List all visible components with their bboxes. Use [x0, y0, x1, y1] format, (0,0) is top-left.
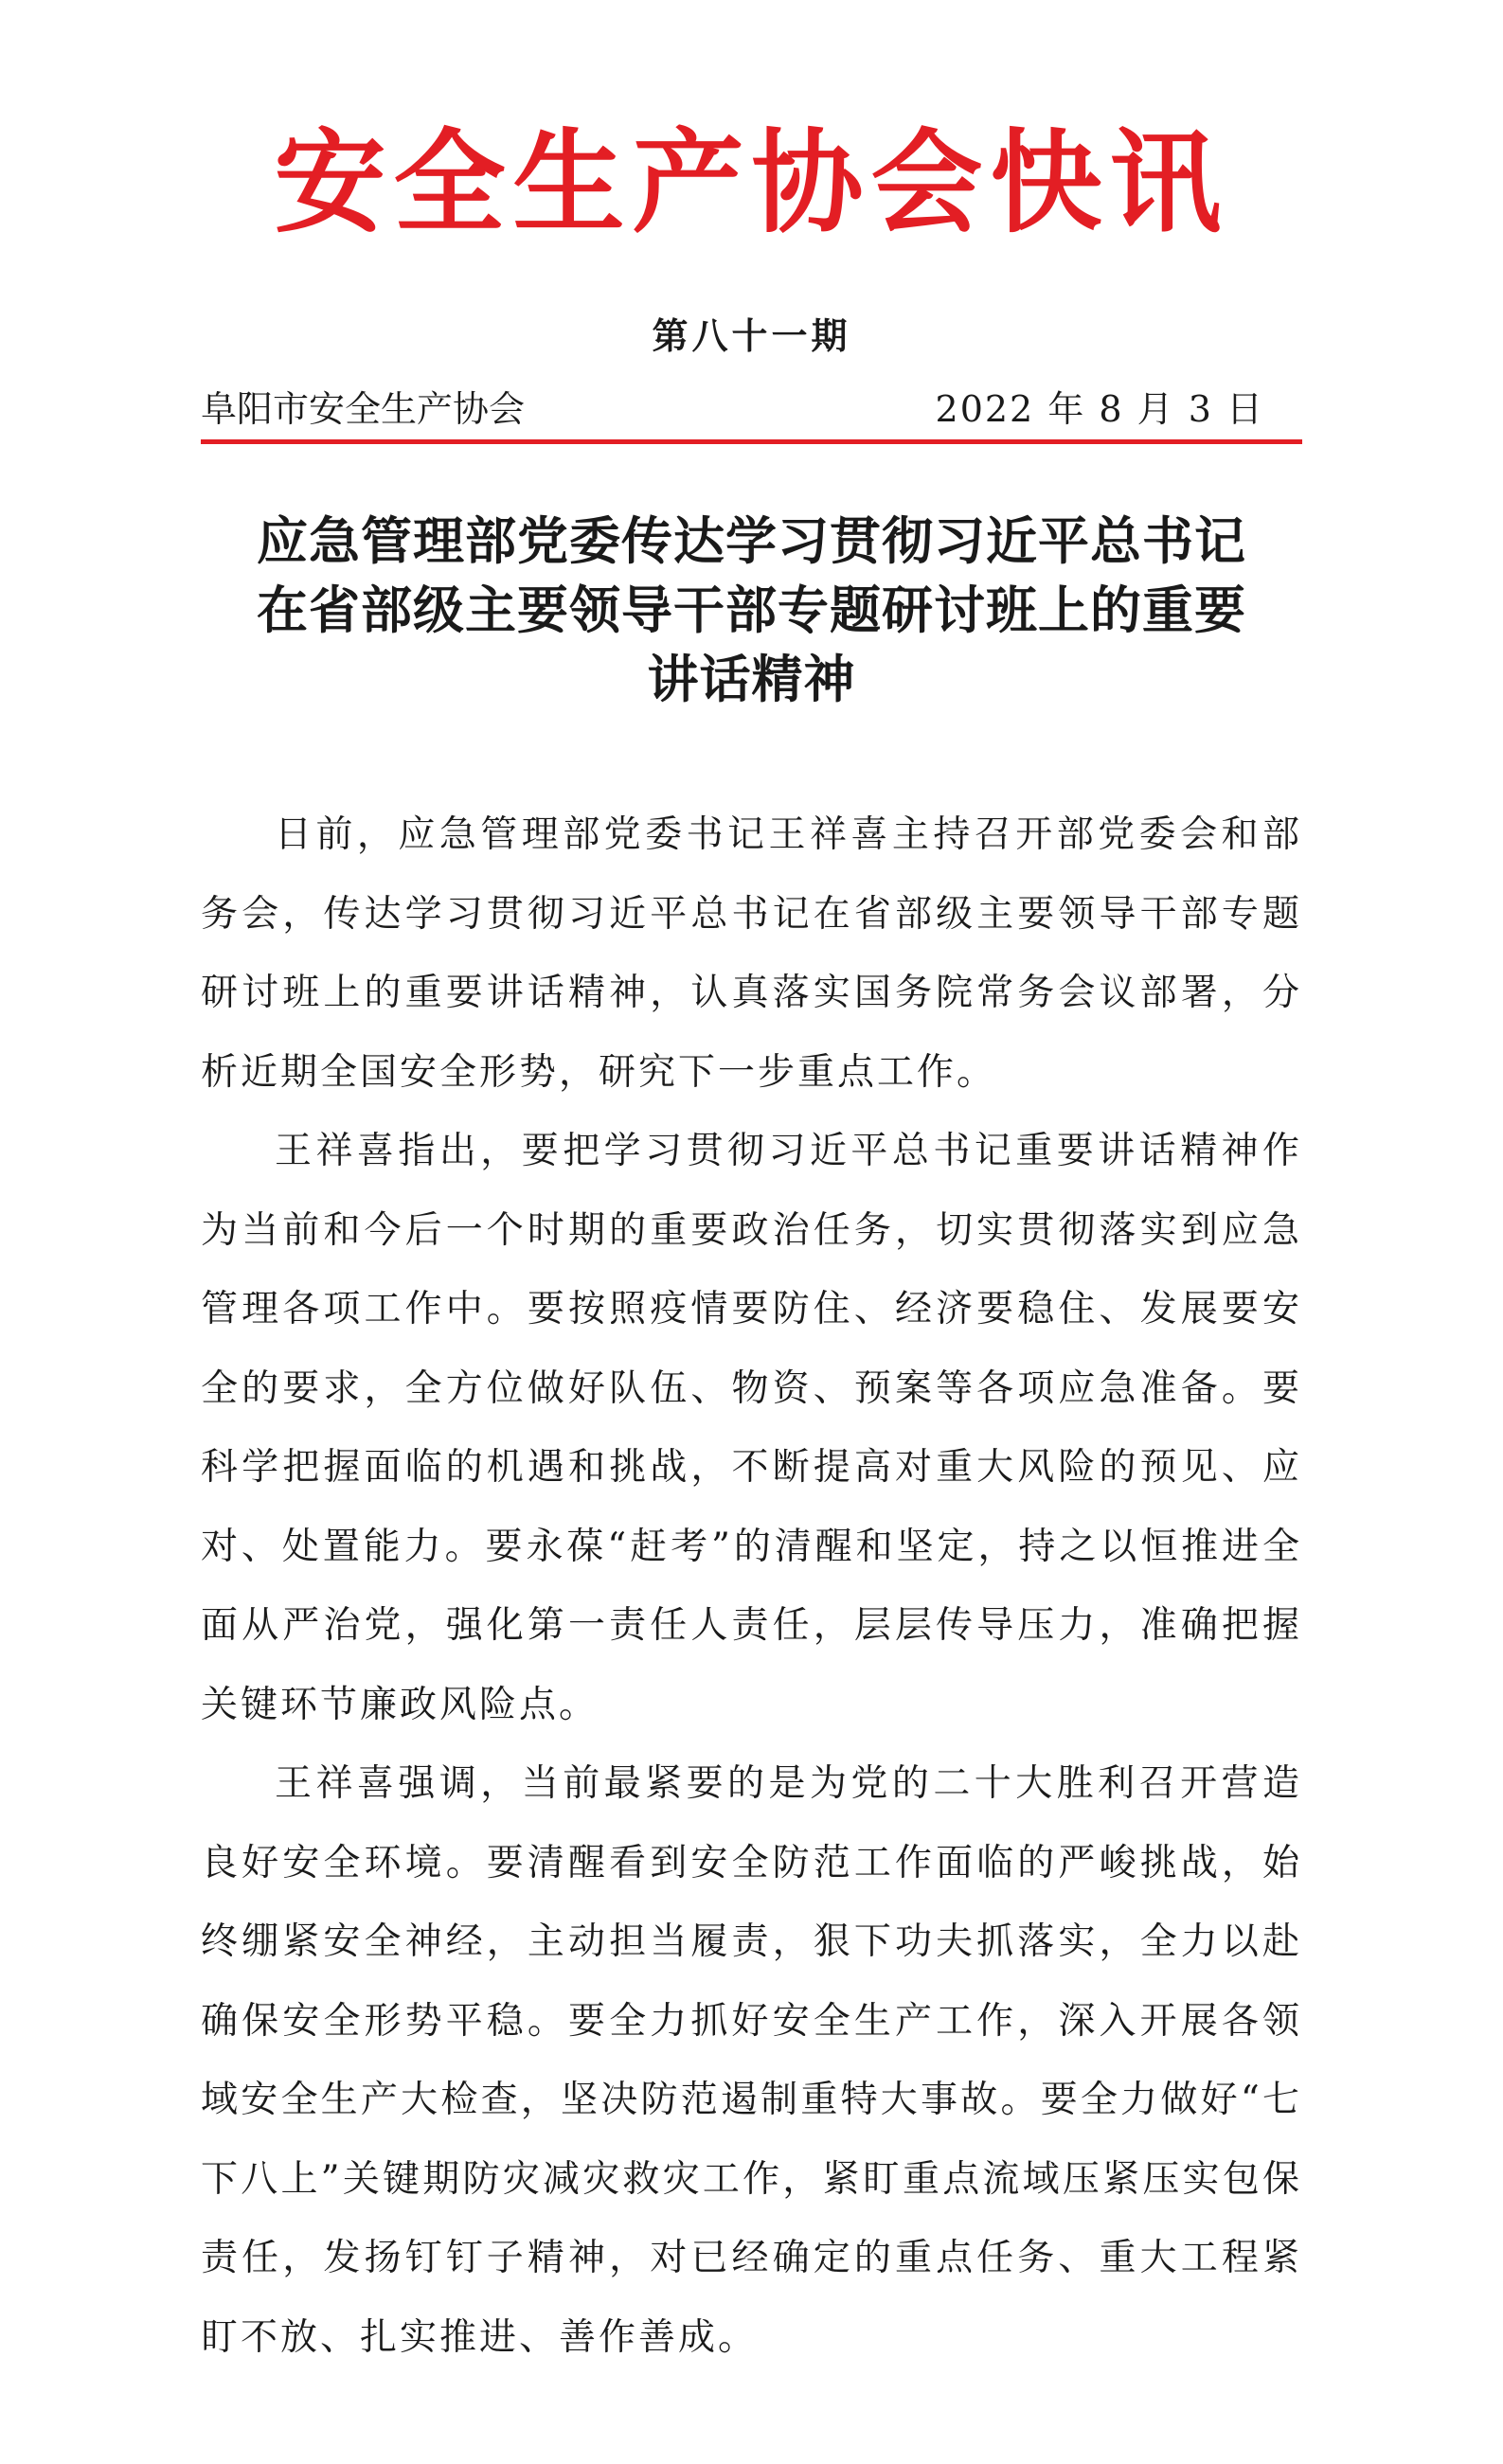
body-paragraph: 王祥喜强调，当前最紧要的是为党的二十大胜利召开营造良好安全环境。要清醒看到安全防范工作面临的严峻挑战，始终绷紧安全神经，主动担当履责，狠下功夫抓落实，全力以赴确保安全形势平稳。要全力抓好安全生产工作，深入开展各领域安全生产大检查，坚决防范遏制重特大事故。要全力做好“七下八上”关键期防灾减灾救灾工作，紧盯重点流域压紧压实包保责任，发扬钉钉子精神，对已经确定的重点任务、重大工程紧盯不放、扎实推进、善作善成。 [201, 1762, 1302, 2359]
headline-line: 在省部级主要领导干部专题研讨班上的重要 [257, 580, 1246, 640]
body-paragraph: 日前，应急管理部党委书记王祥喜主持召开部党委会和部务会，传达学习贯彻习近平总书记在省部级主要领导干部专题研讨班上的重要讲话精神，认真落实国务院常务会议部署，分析近期全国安全形势，研究下一步重点工作。 [201, 813, 1302, 1094]
issue-number: 第八十一期 [652, 314, 851, 357]
red-divider [201, 439, 1302, 444]
publisher-name: 阜阳市安全生产协会 [201, 387, 526, 430]
headline-line: 应急管理部党委传达学习贯彻习近平总书记 [257, 510, 1246, 571]
article-headline [201, 507, 1302, 714]
masthead-title: 安全生产协会快讯 [274, 117, 1229, 248]
article-body [201, 795, 1302, 2377]
meta-row [201, 377, 1302, 434]
body-paragraph: 王祥喜指出，要把学习贯彻习近平总书记重要讲话精神作为当前和今后一个时期的重要政治任务，切实贯彻落实到应急管理各项工作中。要按照疫情要防住、经济要稳住、发展要安全的要求，全方位做好队伍、物资、预案等各项应急准备。要科学把握面临的机遇和挑战，不断提高对重大风险的预见、应对、处置能力。要永葆“赶考”的清醒和坚定，持之以恒推进全面从严治党，强化第一责任人责任，层层传导压力，准确把握关键环节廉政风险点。 [201, 1130, 1302, 1726]
publish-date: 2022 年 8 月 3 日 [935, 387, 1264, 430]
headline-line: 讲话精神 [647, 649, 856, 709]
